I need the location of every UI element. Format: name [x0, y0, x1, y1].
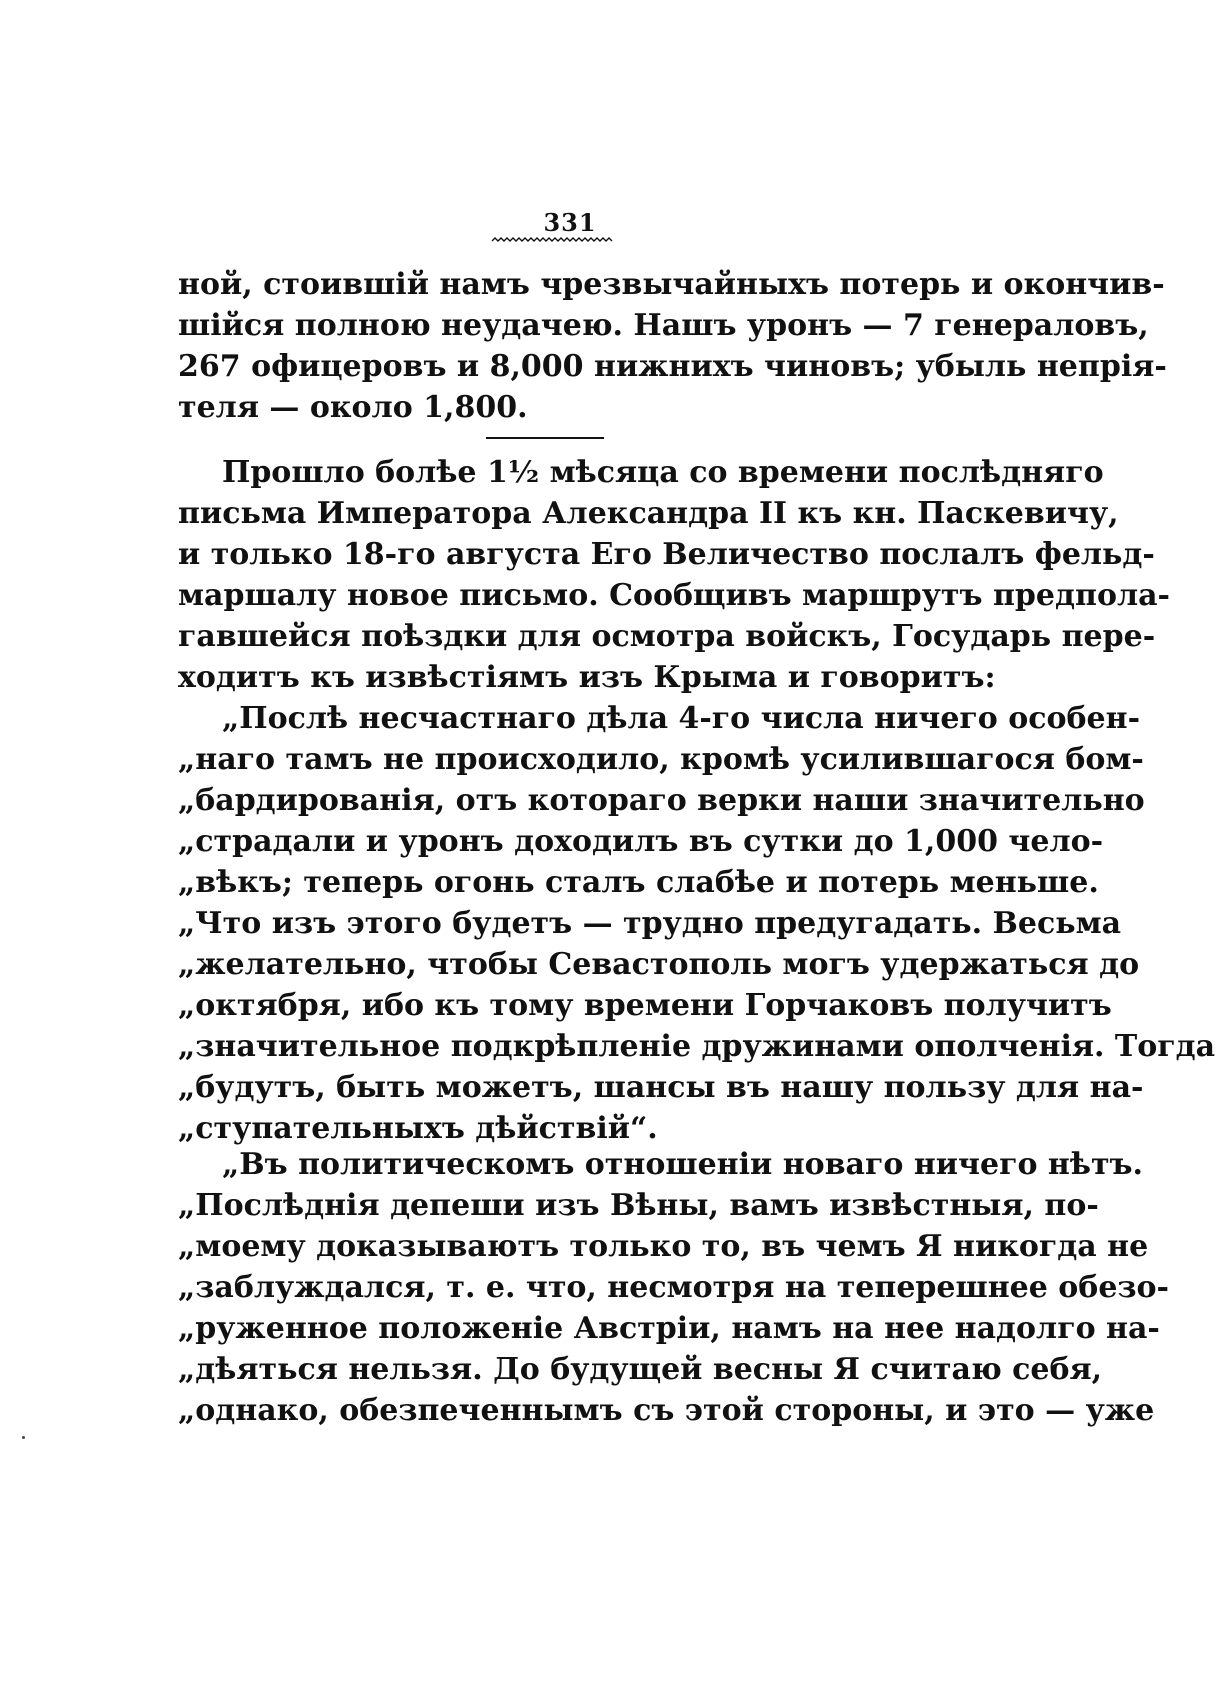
text-line: и только 18-го августа Его Величество послалъ фельд-	[178, 537, 1155, 572]
text-line: „однако, обезпеченнымъ съ этой стороны, и это — уже	[178, 1393, 1155, 1428]
text-line: „наго тамъ не происходило, кромѣ усилившагося бом-	[178, 742, 1144, 777]
paragraph-quote-crimea	[178, 698, 1215, 1149]
text-line: ной, стоившій намъ чрезвычайныхъ потерь и окончив-	[178, 267, 1165, 302]
text-line: „руженное положеніе Австріи, намъ на нее надолго на-	[178, 1311, 1160, 1346]
text-line: „заблуждался, т. е. что, несмотря на теперешнее обезо-	[178, 1270, 1170, 1305]
text-line: „Въ политическомъ отношеніи новаго ничего нѣтъ.	[222, 1147, 1144, 1182]
section-divider	[486, 437, 604, 439]
text-line: „ступательныхъ дѣйствій“.	[178, 1111, 658, 1146]
text-line: „вѣкъ; теперь огонь сталъ слабѣе и потерь меньше.	[178, 865, 1099, 900]
text-line: Прошло болѣе 1½ мѣсяца со времени послѣдняго	[222, 455, 1104, 490]
text-line: „Послѣ несчастнаго дѣла 4-го числа ничего особен-	[222, 701, 1141, 736]
page-number: 331	[543, 208, 597, 237]
text-line: маршалу новое письмо. Сообщивъ маршрутъ предпола-	[178, 578, 1170, 613]
text-line: гавшейся поѣздки для осмотра войскъ, Государь пере-	[178, 619, 1156, 654]
text-line: „моему доказываютъ только то, въ чемъ Я никогда не	[178, 1229, 1149, 1264]
paragraph-quote-politics	[178, 1144, 1170, 1431]
paragraph-letter-intro	[178, 452, 1170, 698]
paragraph-continuation	[178, 264, 1167, 428]
text-line: „Что изъ этого будетъ — трудно предугадать. Весьма	[178, 906, 1122, 941]
text-line: „Послѣднія депеши изъ Вѣны, вамъ извѣстныя, по-	[178, 1188, 1099, 1223]
text-line: „бардированія, отъ котораго верки наши значительно	[178, 783, 1145, 818]
text-line: письма Императора Александра II къ кн. Паскевичу,	[178, 496, 1119, 531]
text-line: шійся полною неудачею. Нашъ уронъ — 7 генераловъ,	[178, 308, 1149, 343]
page-number-ornament	[492, 236, 614, 246]
text-line: теля — около 1,800.	[178, 390, 528, 425]
text-line: „желательно, чтобы Севастополь могъ удержаться до	[178, 947, 1140, 982]
text-line: „страдали и уронъ доходилъ въ сутки до 1,000 чело-	[178, 824, 1104, 859]
text-line: „будутъ, быть можетъ, шансы въ нашу пользу для на-	[178, 1070, 1144, 1105]
text-line: „значительное подкрѣпленіе дружинами ополченія. Тогда	[178, 1029, 1215, 1064]
text-line: 267 офицеровъ и 8,000 нижнихъ чиновъ; убыль непрія-	[178, 349, 1167, 384]
text-line: „октября, ибо къ тому времени Горчаковъ получитъ	[178, 988, 1112, 1023]
scan-speck	[22, 1436, 25, 1439]
text-line: „дѣяться нельзя. До будущей весны Я считаю себя,	[178, 1352, 1103, 1387]
text-line: ходитъ къ извѣстіямъ изъ Крыма и говоритъ:	[178, 660, 996, 695]
